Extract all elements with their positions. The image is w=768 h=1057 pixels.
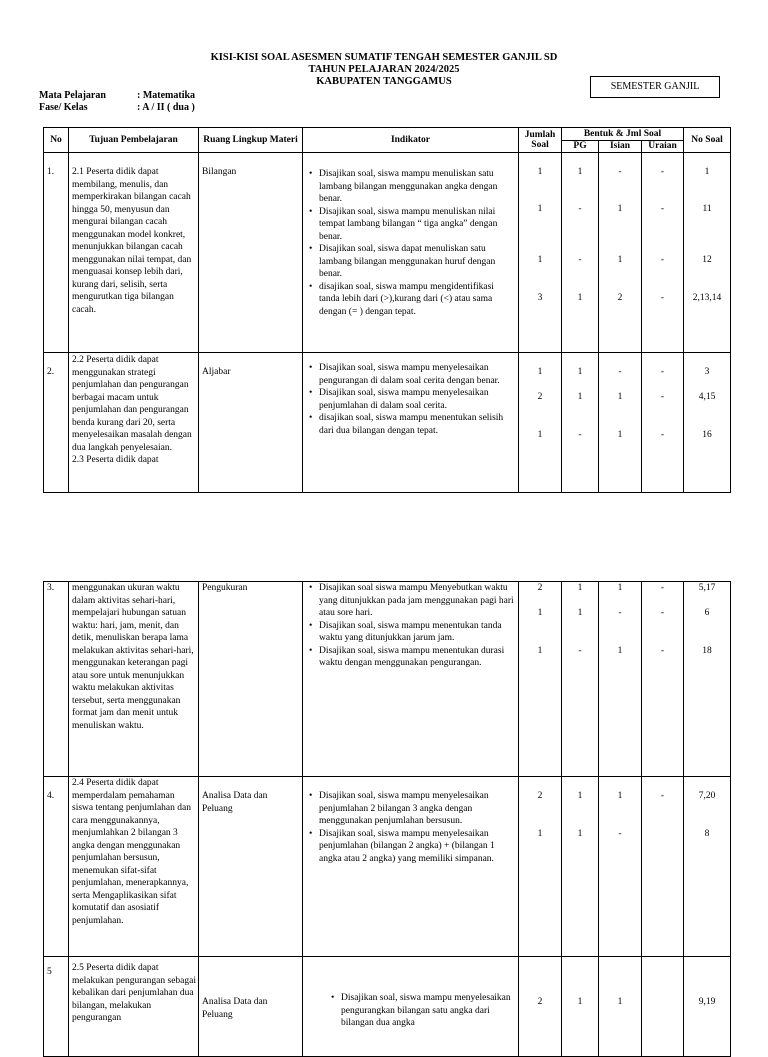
row-ruang: Analisa Data dan Peluang <box>199 957 303 1057</box>
row-ruang: Bilangan <box>199 153 303 353</box>
row-jumlah <box>519 353 562 493</box>
nosoal-value: 7,20 <box>698 791 716 801</box>
table-row <box>44 582 731 777</box>
row-isian <box>599 957 642 1057</box>
row-pg <box>562 353 599 493</box>
jumlah-value: 2 <box>537 997 543 1007</box>
row-jumlah <box>519 582 562 777</box>
col-isian: Isian <box>599 141 642 153</box>
nosoal-value: 11 <box>702 204 712 214</box>
nosoal-value: 12 <box>702 255 712 265</box>
indikator-item: • Disajikan soal siswa mampu Menyebutkan waktu yang ditunjukkan pada jam menggunakan pagi hari atau sore hari. <box>319 582 516 620</box>
row-jumlah <box>519 957 562 1057</box>
uraian-value: - <box>660 646 665 656</box>
pg-value: - <box>578 204 582 214</box>
row-no: 5 <box>44 957 69 1057</box>
indikator-item: • Disajikan soal, siswa mampu menyelesaikan penjumlahan di dalam soal cerita. <box>319 387 516 412</box>
isian-value: - <box>618 167 622 177</box>
row-nosoal <box>684 777 731 957</box>
table-row <box>44 353 731 493</box>
row-tujuan: 2.1 Peserta didik dapat membilang, menulis, dan memperkirakan bilangan cacah hingga 50, menyusun dan mengurai bilangan cacah menggunakan model konkret, menunjukkan bilangan cacah menggunakan nilai tempat, dan menguasai konsep lebih dari, kurang dari, selisih, serta mengurutkan tiga bilangan cacah. <box>69 153 199 353</box>
row-tujuan: 2.5 Peserta didik dapat melakukan pengurangan sebagai kebalikan dari penjumlahan dua bilangan, melakukan pengurangan <box>69 957 199 1057</box>
row-jumlah <box>519 777 562 957</box>
row-no: 3. <box>44 582 69 777</box>
meta-fase <box>39 102 195 114</box>
nosoal-value: 16 <box>702 430 712 440</box>
row-ruang: Pengukuran <box>199 582 303 777</box>
table-row <box>44 777 731 957</box>
indikator-item: • Disajikan soal, siswa mampu menuliskan satu lambang bilangan menggunakan angka dengan benar. <box>319 168 516 206</box>
row-indikator <box>303 153 519 353</box>
isian-value: 1 <box>617 646 623 656</box>
row-nosoal <box>684 582 731 777</box>
tujuan-text: 2.2 Peserta didik dapat menggunakan strategi penjumlahan dan pengurangan berbagai macam untuk penjumlahan dan pengurangan benda kurang dari 20, serta menyelesaikan masalah dengan dua langkah penyelesaian. <box>72 355 192 453</box>
nosoal-value: 18 <box>702 646 712 656</box>
uraian-value: - <box>660 255 665 265</box>
jumlah-value: 1 <box>537 204 543 214</box>
semester-badge: SEMESTER GANJIL <box>590 76 720 98</box>
nosoal-value: 8 <box>704 829 710 839</box>
jumlah-value: 1 <box>537 167 543 177</box>
indikator-item: • Disajikan soal, siswa mampu menyelesaikan penjumlahan 2 bilangan 3 angka dengan menggunakan penjumlahan bersusun. <box>319 790 516 828</box>
col-bentuk: Bentuk & Jml Soal <box>562 128 684 141</box>
row-no: 4. <box>44 777 69 957</box>
row-nosoal <box>684 153 731 353</box>
jumlah-value: 1 <box>537 430 543 440</box>
uraian-value: - <box>660 367 665 377</box>
uraian-value: - <box>660 430 665 440</box>
col-indikator: Indikator <box>303 128 519 153</box>
uraian-value: - <box>660 583 665 593</box>
row-pg <box>562 582 599 777</box>
isian-value: 1 <box>617 583 623 593</box>
table-row <box>44 153 731 353</box>
kisi-kisi-table-1 <box>43 127 731 493</box>
row-uraian <box>642 582 684 777</box>
row-ruang: Aljabar <box>199 353 303 493</box>
doc-title-line1: KISI-KISI SOAL ASESMEN SUMATIF TENGAH SEMESTER GANJIL SD <box>210 52 558 63</box>
nosoal-value: 3 <box>704 367 710 377</box>
jumlah-value: 2 <box>537 791 543 801</box>
row-no: 1. <box>44 153 69 353</box>
jumlah-value: 1 <box>537 367 543 377</box>
row-tujuan <box>69 353 199 493</box>
mapel-label: Mata Pelajaran <box>39 90 106 101</box>
pg-value: 1 <box>577 829 583 839</box>
row-tujuan: menggunakan ukuran waktu dalam aktivitas sehari-hari, mempelajari hubungan satuan waktu: hari, jam, menit, dan detik, menuliskan berapa lama melakukan aktivitas sehari-hari, menggunakan keterangan pagi atau sore untuk menunjukkan waktu melakukan aktivitas tersebut, serta menggunakan format jam dan menit untuk menuliskan waktu. <box>69 582 199 777</box>
row-pg <box>562 153 599 353</box>
indikator-item: • Disajikan soal, siswa mampu menentukan durasi waktu dengan menggunakan pengurangan. <box>319 645 516 670</box>
row-tujuan: 2.4 Peserta didik dapat memperdalam pemahaman siswa tentang penjumlahan dan cara menggunakannya, menjumlahkan 2 bilangan 3 angka dengan menggunakan penjumlahan bersusun, menemukan sifat-sifat penjumlahan, menerapkannya, serta Mengaplikasikan sifat komutatif dan asosiatif penjumlahan. <box>69 777 199 957</box>
pg-value: 1 <box>577 997 583 1007</box>
nosoal-value: 4,15 <box>698 392 716 402</box>
indikator-item: • disajikan soal, siswa mampu mengidentifikasi tanda lebih dari (>),kurang dari (<) atau sama dengan (= ) dengan tepat. <box>319 281 516 319</box>
nosoal-value: 2,13,14 <box>692 293 722 303</box>
row-pg <box>562 777 599 957</box>
tujuan-continued: 2.3 Peserta didik dapat <box>72 455 159 465</box>
row-uraian <box>642 153 684 353</box>
row-uraian <box>642 353 684 493</box>
doc-title-line3: KABUPATEN TANGGAMUS <box>316 76 452 87</box>
row-ruang: Analisa Data dan Peluang <box>199 777 303 957</box>
indikator-item: • Disajikan soal, siswa mampu menyelesaikan pengurangan di dalam soal cerita dengan benar. <box>319 362 516 387</box>
pg-value: 1 <box>577 293 583 303</box>
row-pg <box>562 957 599 1057</box>
uraian-value: - <box>660 167 665 177</box>
col-no: No <box>44 128 69 153</box>
row-isian <box>599 777 642 957</box>
col-pg: PG <box>562 141 599 153</box>
isian-value: - <box>618 367 622 377</box>
col-jumlah: Jumlah Soal <box>519 128 562 153</box>
pg-value: 1 <box>577 791 583 801</box>
row-nosoal <box>684 957 731 1057</box>
uraian-value: - <box>660 608 665 618</box>
nosoal-value: 6 <box>704 608 710 618</box>
pg-value: - <box>578 255 582 265</box>
pg-value: - <box>578 646 582 656</box>
row-uraian <box>642 777 684 957</box>
isian-value: 1 <box>617 204 623 214</box>
isian-value: - <box>618 608 622 618</box>
row-isian <box>599 582 642 777</box>
meta-mapel <box>39 90 195 102</box>
jumlah-value: 1 <box>537 608 543 618</box>
nosoal-value: 1 <box>704 167 710 177</box>
isian-value: 1 <box>617 392 623 402</box>
row-indikator <box>303 353 519 493</box>
indikator-item: • Disajikan soal, siswa mampu menentukan tanda waktu yang ditunjukkan jarum jam. <box>319 620 516 645</box>
row-indikator <box>303 582 519 777</box>
pg-value: 1 <box>577 583 583 593</box>
fase-value: : A / II ( dua ) <box>137 102 195 113</box>
jumlah-value: 2 <box>537 583 543 593</box>
isian-value: 1 <box>617 997 623 1007</box>
isian-value: 1 <box>617 791 623 801</box>
row-no: 2. <box>44 353 69 493</box>
jumlah-value: 1 <box>537 829 543 839</box>
row-indikator <box>303 957 519 1057</box>
isian-value: - <box>618 829 622 839</box>
row-uraian <box>642 957 684 1057</box>
isian-value: 2 <box>617 293 623 303</box>
indikator-item: • Disajikan soal, siswa dapat menuliskan satu lambang bilangan menggunakan huruf dengan benar. <box>319 243 516 281</box>
jumlah-value: 3 <box>537 293 543 303</box>
mapel-value: : Matematika <box>137 90 196 101</box>
fase-label: Fase/ Kelas <box>39 102 88 113</box>
doc-title-line2: TAHUN PELAJARAN 2024/2025 <box>308 64 460 75</box>
row-isian <box>599 153 642 353</box>
row-indikator <box>303 777 519 957</box>
indikator-item: • Disajikan soal, siswa mampu menuliskan nilai tempat lambang bilangan “ tiga angka” dengan benar. <box>319 206 516 244</box>
isian-value: 1 <box>617 255 623 265</box>
uraian-value: - <box>660 392 665 402</box>
uraian-value: - <box>660 293 665 303</box>
indikator-item: • Disajikan soal, siswa mampu menyelesaikan pengurangkan bilangan satu angka dari bilangan dua angka <box>341 992 516 1030</box>
row-isian <box>599 353 642 493</box>
indikator-item: • disajikan soal, siswa mampu menentukan selisih dari dua bilangan dengan tepat. <box>319 412 516 437</box>
jumlah-value: 1 <box>537 255 543 265</box>
table-row <box>44 957 731 1057</box>
row-jumlah <box>519 153 562 353</box>
pg-value: 1 <box>577 167 583 177</box>
isian-value: 1 <box>617 430 623 440</box>
col-ruang: Ruang Lingkup Materi <box>199 128 303 153</box>
row-nosoal <box>684 353 731 493</box>
pg-value: 1 <box>577 608 583 618</box>
pg-value: - <box>578 430 582 440</box>
nosoal-value: 5,17 <box>698 583 716 593</box>
col-uraian: Uraian <box>642 141 684 153</box>
uraian-value: - <box>660 204 665 214</box>
pg-value: 1 <box>577 392 583 402</box>
col-nosoal: No Soal <box>684 128 731 153</box>
col-tujuan: Tujuan Pembelajaran <box>69 128 199 153</box>
pg-value: 1 <box>577 367 583 377</box>
jumlah-value: 1 <box>537 646 543 656</box>
nosoal-value: 9,19 <box>698 997 716 1007</box>
indikator-item: • Disajikan soal, siswa mampu menyelesaikan penjumlahan (bilangan 2 angka) + (bilangan 1 angka atau 2 angka) yang memiliki simpanan. <box>319 828 516 866</box>
jumlah-value: 2 <box>537 392 543 402</box>
uraian-value: - <box>660 791 665 801</box>
kisi-kisi-table-2 <box>43 581 731 1057</box>
